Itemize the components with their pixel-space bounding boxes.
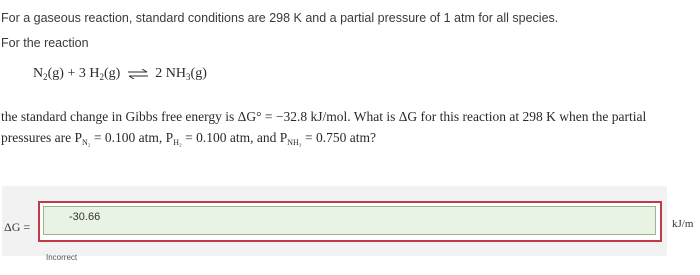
question-pressures-prefix: pressures are P bbox=[1, 130, 82, 145]
for-reaction-label: For the reaction bbox=[1, 36, 89, 50]
question-text bbox=[1, 106, 699, 153]
equation-reactant-1-subscript: 2 bbox=[43, 72, 48, 82]
pressure-subscript-nh3: NH₃ bbox=[287, 138, 302, 147]
equation-product-subscript: 3 bbox=[186, 72, 191, 82]
question-pressure-h2: = 0.100 atm, and P bbox=[181, 130, 288, 145]
feedback-incorrect: Incorrect bbox=[46, 253, 78, 262]
question-pressure-nh3: = 0.750 atm? bbox=[301, 130, 376, 145]
answer-panel bbox=[2, 186, 667, 256]
pressure-subscript-h2: H₂ bbox=[173, 138, 182, 147]
answer-value: -30.66 bbox=[69, 211, 101, 223]
answer-incorrect-frame bbox=[38, 201, 662, 242]
equation-product: 2 NH bbox=[155, 66, 187, 81]
equation-reactant-2-subscript: 2 bbox=[99, 72, 104, 82]
equation-reactant-2-state: (g) bbox=[103, 66, 121, 81]
units-label: kJ/m bbox=[672, 218, 694, 230]
equilibrium-arrow-icon bbox=[127, 69, 149, 79]
equation-product-state: (g) bbox=[190, 66, 207, 81]
equation-reactant-1: N bbox=[33, 66, 44, 81]
delta-g-answer-input[interactable] bbox=[43, 206, 656, 235]
reaction-equation bbox=[33, 66, 207, 82]
question-line-1: the standard change in Gibbs free energy is ΔG° = −32.8 kJ/mol. What is ΔG for this reaction at 298 K when the partial bbox=[1, 109, 647, 124]
delta-g-label: ΔG = bbox=[4, 220, 31, 234]
pressure-subscript-n2: N₂ bbox=[81, 138, 91, 147]
question-pressure-n2: = 0.100 atm, P bbox=[90, 130, 174, 145]
question-line-2 bbox=[1, 127, 699, 153]
equation-reactant-1-state: (g) + 3 H bbox=[47, 66, 100, 81]
problem-intro: For a gaseous reaction, standard conditions are 298 K and a partial pressure of 1 atm for all species. bbox=[1, 11, 559, 25]
